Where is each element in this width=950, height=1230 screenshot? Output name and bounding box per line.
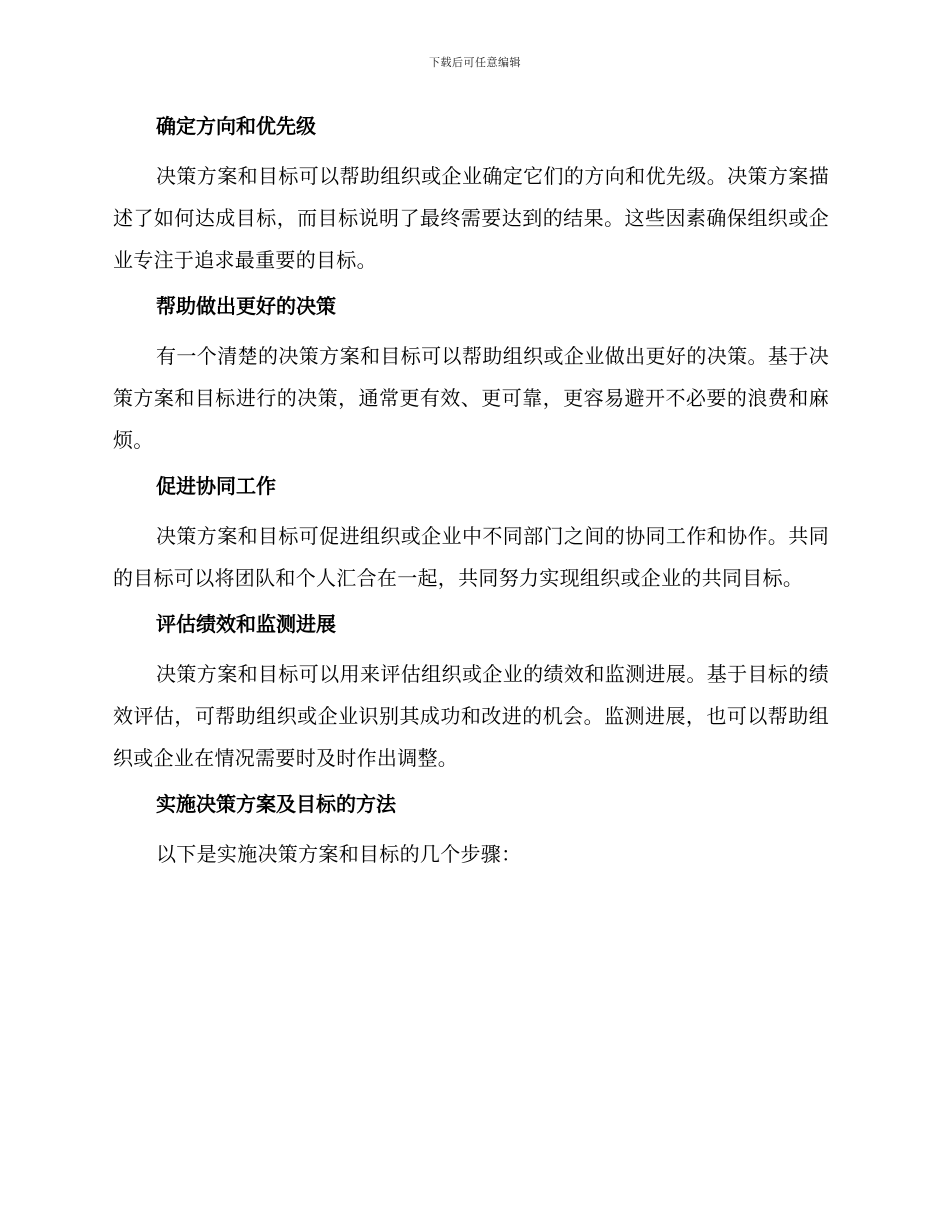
section-heading: 帮助做出更好的决策 [156, 294, 336, 318]
header-note: 下载后可任意编辑 [429, 56, 521, 69]
section-paragraph: 以下是实施决策方案和目标的几个步骤： [156, 842, 522, 866]
section-implementation-methods [113, 788, 829, 875]
section-collaboration [113, 470, 829, 599]
section-paragraph: 有一个清楚的决策方案和目标可以帮助组织或企业做出更好的决策。基于决策方案和目标进行的决策，通常更有效、更可靠，更容易避开不必要的浪费和麻烦。 [113, 344, 829, 452]
section-paragraph: 决策方案和目标可促进组织或企业中不同部门之间的协同工作和协作。共同的目标可以将团队和个人汇合在一起，共同努力实现组织或企业的共同目标。 [113, 524, 829, 590]
section-heading: 促进协同工作 [156, 474, 276, 498]
section-paragraph: 决策方案和目标可以帮助组织或企业确定它们的方向和优先级。决策方案描述了如何达成目标，而目标说明了最终需要达到的结果。这些因素确保组织或企业专注于追求最重要的目标。 [113, 164, 829, 272]
section-heading: 评估绩效和监测进展 [156, 612, 336, 636]
section-paragraph: 决策方案和目标可以用来评估组织或企业的绩效和监测进展。基于目标的绩效评估，可帮助组织或企业识别其成功和改进的机会。监测进展，也可以帮助组织或企业在情况需要时及时作出调整。 [113, 662, 829, 770]
section-direction-priority [113, 110, 829, 281]
section-better-decisions [113, 290, 829, 461]
section-heading: 实施决策方案及目标的方法 [156, 792, 396, 816]
document-body [113, 110, 829, 884]
section-performance-monitoring [113, 608, 829, 779]
section-heading: 确定方向和优先级 [156, 114, 316, 138]
